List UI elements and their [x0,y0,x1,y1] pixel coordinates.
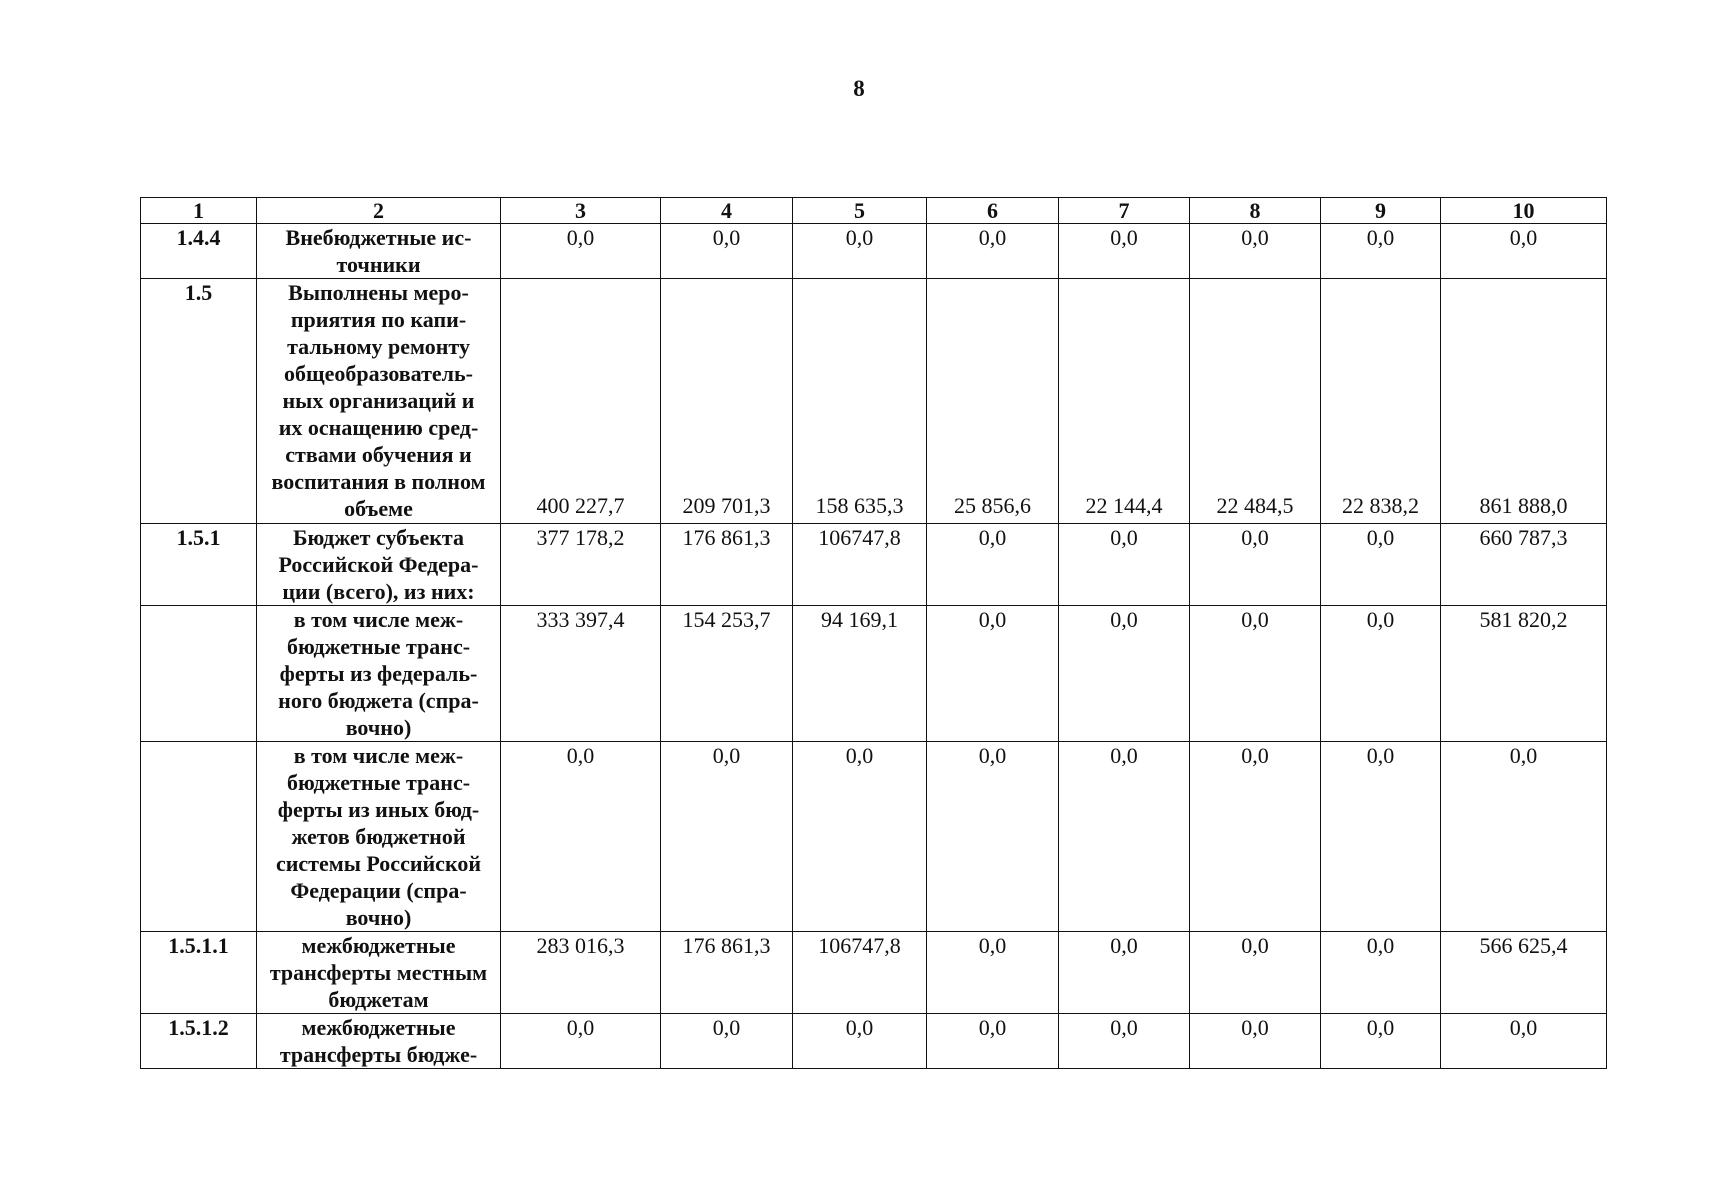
cell-value: 861 888,0 [1441,279,1607,524]
cell-value: 0,0 [1441,742,1607,932]
cell-value: 0,0 [1190,932,1321,1014]
row-name: Бюджет субъекта Российской Федера- ции (всего), из них: [257,524,501,606]
cell-value: 377 178,2 [501,524,661,606]
cell-value: 0,0 [1190,742,1321,932]
table-row [141,1014,1607,1069]
row-code [141,742,257,932]
column-header: 5 [793,198,927,224]
cell-value: 106747,8 [793,524,927,606]
cell-value: 660 787,3 [1441,524,1607,606]
cell-value: 0,0 [1059,742,1190,932]
row-name: Выполнены меро- приятия по капи- тальному ремонту общеобразователь- ных организаций и их оснащению сред- ствами обучения и воспитания в полном объеме [257,279,501,524]
row-name: межбюджетные трансферты местным бюджетам [257,932,501,1014]
cell-value: 154 253,7 [661,606,793,742]
cell-value: 0,0 [1059,1014,1190,1069]
cell-value: 0,0 [1321,606,1441,742]
cell-value: 0,0 [793,224,927,279]
cell-value: 22 838,2 [1321,279,1441,524]
cell-value: 0,0 [1321,524,1441,606]
cell-value: 0,0 [793,742,927,932]
row-name: Внебюджетные ис- точники [257,224,501,279]
budget-table [140,197,1607,1069]
cell-value: 25 856,6 [927,279,1059,524]
column-header: 9 [1321,198,1441,224]
table-row [141,742,1607,932]
cell-value: 0,0 [1190,1014,1321,1069]
table-header-row [141,198,1607,224]
table-row [141,279,1607,524]
cell-value: 209 701,3 [661,279,793,524]
column-header: 8 [1190,198,1321,224]
column-header: 2 [257,198,501,224]
cell-value: 0,0 [501,742,661,932]
column-header: 4 [661,198,793,224]
cell-value: 0,0 [1321,742,1441,932]
cell-value: 0,0 [501,1014,661,1069]
cell-value: 0,0 [927,1014,1059,1069]
column-header: 7 [1059,198,1190,224]
row-name: межбюджетные трансферты бюдже- [257,1014,501,1069]
column-header: 6 [927,198,1059,224]
cell-value: 0,0 [1321,224,1441,279]
cell-value: 22 484,5 [1190,279,1321,524]
row-code: 1.4.4 [141,224,257,279]
cell-value: 0,0 [1059,224,1190,279]
cell-value: 0,0 [501,224,661,279]
cell-value: 0,0 [1441,1014,1607,1069]
table-row [141,606,1607,742]
cell-value: 0,0 [927,224,1059,279]
cell-value: 0,0 [1321,1014,1441,1069]
column-header: 10 [1441,198,1607,224]
cell-value: 0,0 [661,742,793,932]
cell-value: 176 861,3 [661,524,793,606]
cell-value: 0,0 [927,606,1059,742]
cell-value: 0,0 [1190,524,1321,606]
page-number: 8 [853,76,865,101]
row-code: 1.5.1.2 [141,1014,257,1069]
cell-value: 0,0 [661,1014,793,1069]
cell-value: 0,0 [1059,932,1190,1014]
cell-value: 158 635,3 [793,279,927,524]
table-row [141,224,1607,279]
cell-value: 0,0 [927,932,1059,1014]
cell-value: 283 016,3 [501,932,661,1014]
cell-value: 94 169,1 [793,606,927,742]
row-code [141,606,257,742]
cell-value: 566 625,4 [1441,932,1607,1014]
cell-value: 0,0 [927,524,1059,606]
column-header: 1 [141,198,257,224]
cell-value: 176 861,3 [661,932,793,1014]
cell-value: 0,0 [1321,932,1441,1014]
cell-value: 0,0 [1190,606,1321,742]
row-code: 1.5.1.1 [141,932,257,1014]
row-name: в том числе меж- бюджетные транс- ферты из федераль- ного бюджета (спра- вочно) [257,606,501,742]
cell-value: 333 397,4 [501,606,661,742]
cell-value: 0,0 [793,1014,927,1069]
column-header: 3 [501,198,661,224]
row-code: 1.5 [141,279,257,524]
cell-value: 581 820,2 [1441,606,1607,742]
cell-value: 22 144,4 [1059,279,1190,524]
cell-value: 0,0 [661,224,793,279]
row-name: в том числе меж- бюджетные транс- ферты из иных бюд- жетов бюджетной системы Российской Федерации (спра- вочно) [257,742,501,932]
cell-value: 0,0 [1190,224,1321,279]
cell-value: 0,0 [1059,524,1190,606]
cell-value: 0,0 [927,742,1059,932]
table-row [141,932,1607,1014]
cell-value: 0,0 [1059,606,1190,742]
table-row [141,524,1607,606]
cell-value: 106747,8 [793,932,927,1014]
cell-value: 0,0 [1441,224,1607,279]
cell-value: 400 227,7 [501,279,661,524]
row-code: 1.5.1 [141,524,257,606]
